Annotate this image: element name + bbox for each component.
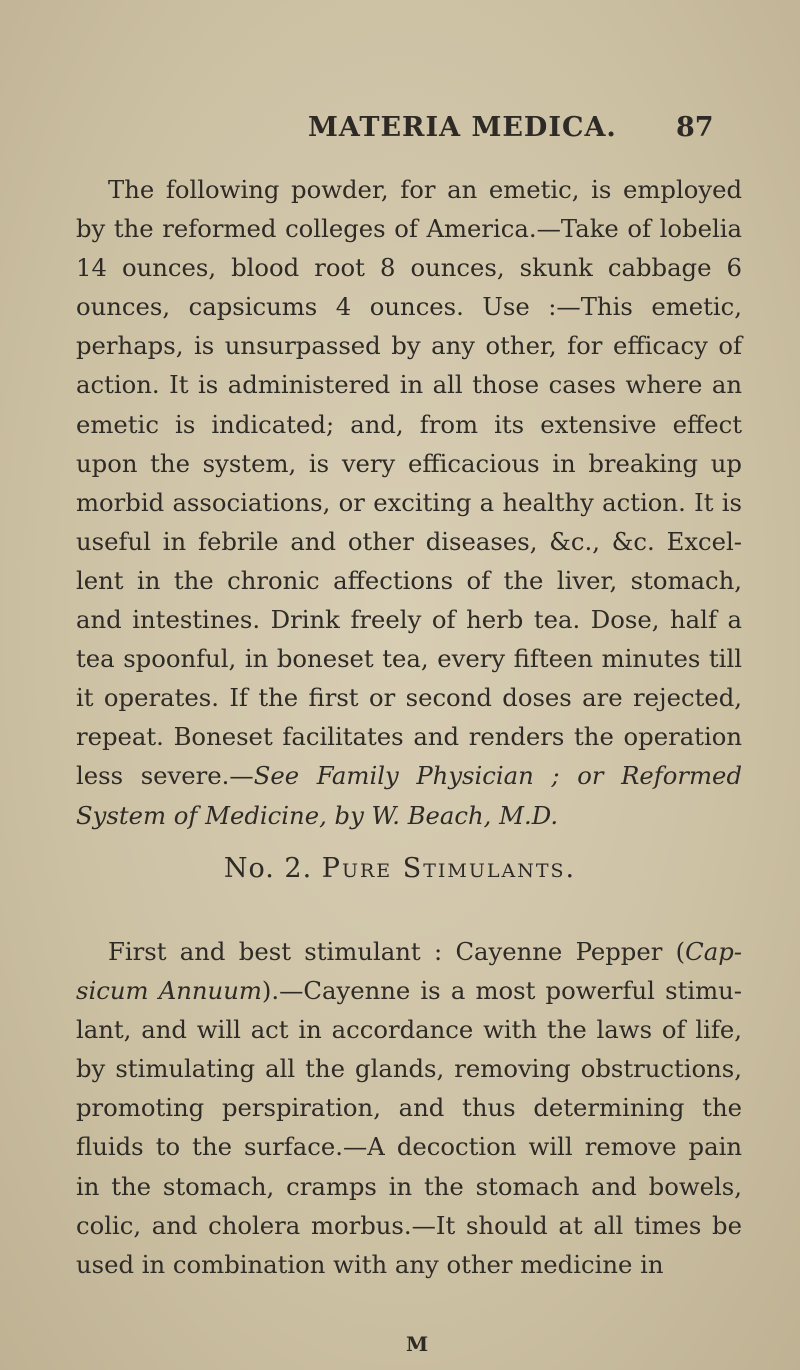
- running-head-title: MATERIA MEDICA.: [308, 112, 617, 143]
- paragraph-cayenne: [76, 932, 742, 1284]
- running-head: [0, 112, 800, 152]
- section-heading: [0, 853, 800, 884]
- section-number: No. 2.: [223, 853, 313, 884]
- paragraph-text: [76, 932, 742, 1284]
- paragraph-text-intro: First and best stimulant : Cayenne Pepper (: [108, 937, 686, 966]
- paragraph-text-space: [560, 761, 578, 790]
- paragraph-text-body: ).—Cayenne is a most powerful stimu- lant, and will act in accordance with the laws of life, by stimulating all the glands, removing obstructions, promoting perspiration, and thus determining the fluids to the surface.—A decoction will remove pain in the stomach, cramps in the stomach and bowels, colic, and cholera morbus.—It should at all times be used in combination with any other medicine in: [76, 976, 742, 1279]
- paragraph-text-main: The following powder, for an emetic, is employed by the reformed colleges of America.—Take of lobelia 14 ounces, blood root 8 ounces, skunk cabbage 6 ounces, capsicums 4 ounces. Use :—This emetic, perhaps, is unsurpassed by any other, for efficacy of action. It is administered in all those cases where an emetic is indicated; and, from its extensive effect upon the system, is very efficacious in breaking up morbid associations, or exciting a healthy action. It is useful in febrile and other diseases, &c., &c. Excel- lent in the chronic affections of the liver, stomach, and intestines. Drink freely of herb tea. Dose, half a tea spoonful, in boneset tea, every fifteen minutes till it operates. If the first or second doses are rejected, repeat. Boneset facilitates and renders the operation less severe.—: [76, 175, 742, 791]
- citation-reformed-system: or Reformed System of Medicine, by W. Beach, M.D.: [76, 761, 742, 830]
- latin-name: Cap- sicum Annuum: [76, 937, 742, 1006]
- page-number: 87: [676, 112, 714, 143]
- citation-family-physician: See Family Physician ;: [253, 761, 560, 791]
- section-title: Pure Stimulants.: [321, 853, 577, 884]
- signature-mark: M: [406, 1332, 429, 1356]
- paragraph-emetic-powder: [76, 170, 742, 835]
- paragraph-text: [76, 170, 742, 835]
